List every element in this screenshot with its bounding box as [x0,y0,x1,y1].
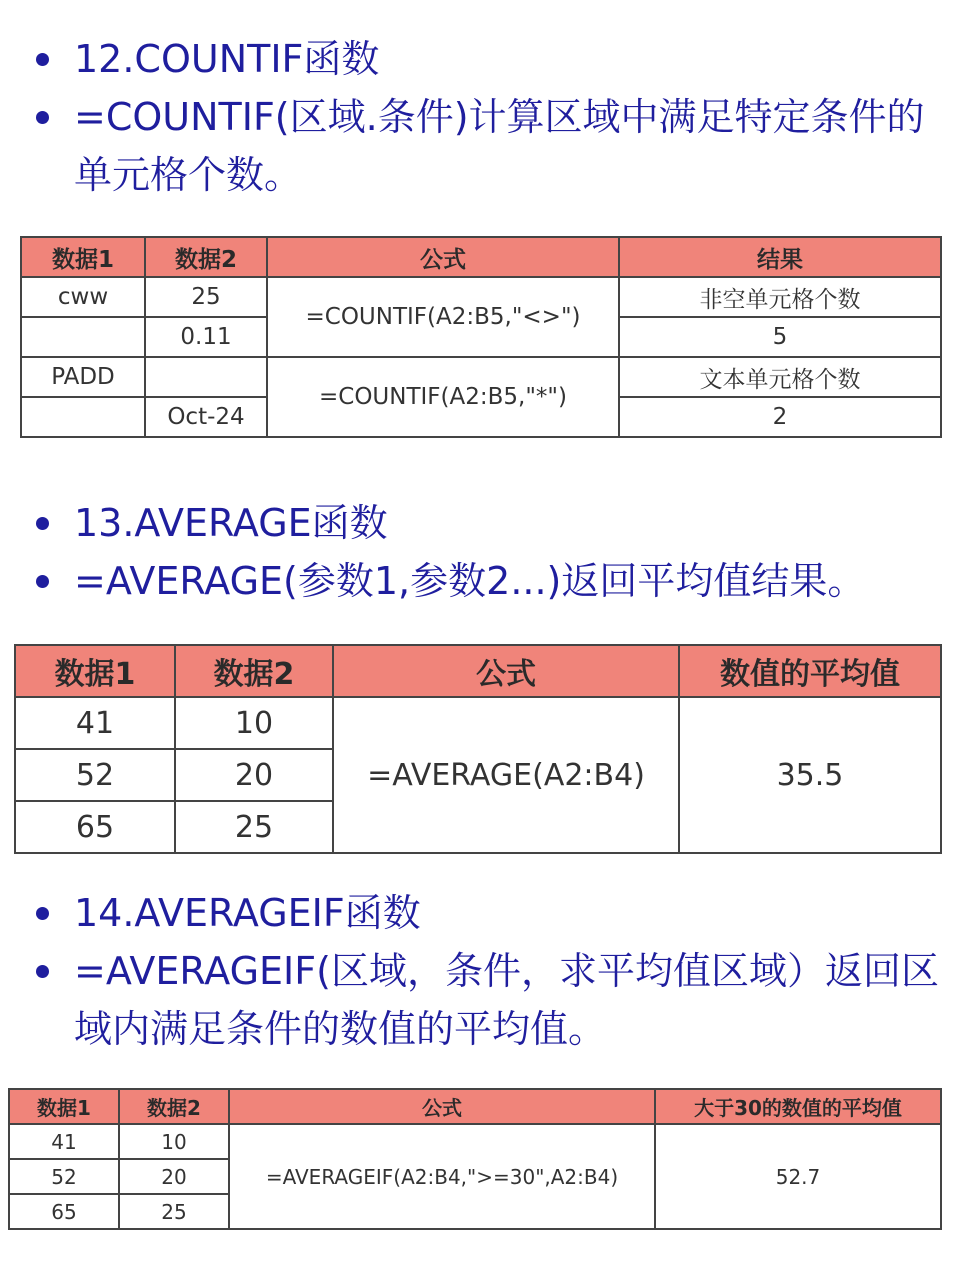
table-cell: 41 [9,1124,119,1159]
bullet-list [0,884,958,1058]
table-cell: 20 [175,749,333,801]
header-cell: 数值的平均值 [679,645,941,697]
table-row [9,1124,941,1159]
table-cell: 10 [119,1124,229,1159]
section-average [0,494,958,610]
bullet-dot-icon [36,907,49,920]
bullet-dot-icon [36,53,49,66]
table-header-row [9,1089,941,1124]
header-cell: 公式 [267,237,619,277]
bullet-dot-icon [36,517,49,530]
header-cell: 数据1 [21,237,145,277]
result-value-cell: 2 [619,397,941,437]
table-cell [145,357,267,397]
result-value-cell: 52.7 [655,1124,941,1229]
bullet-dot-icon [36,575,49,588]
table-cell: 10 [175,697,333,749]
table-cell: 65 [9,1194,119,1229]
bullet-description [0,552,958,610]
table-cell: 52 [9,1159,119,1194]
section-title: 13.AVERAGE函数 [74,501,388,545]
formula-cell: =COUNTIF(A2:B5,"*") [267,357,619,437]
averageif-table [8,1088,942,1230]
table-cell [21,397,145,437]
header-cell: 数据2 [119,1089,229,1124]
table-cell [21,317,145,357]
table-cell: 65 [15,801,175,853]
formula-cell: =AVERAGE(A2:B4) [333,697,679,853]
bullet-dot-icon [36,111,49,124]
table-cell: Oct-24 [145,397,267,437]
table-header-row [15,645,941,697]
countif-table [20,236,942,438]
formula-cell: =COUNTIF(A2:B5,"<>") [267,277,619,357]
header-cell: 数据1 [15,645,175,697]
section-description: =AVERAGEIF(区域，条件，求平均值区域）返回区域内满足条件的数值的平均值。 [74,949,939,1051]
bullet-description [0,88,958,204]
header-cell: 数据2 [175,645,333,697]
bullet-title [0,30,958,88]
header-cell: 公式 [229,1089,655,1124]
header-cell: 结果 [619,237,941,277]
table-cell: 20 [119,1159,229,1194]
bullet-title [0,494,958,552]
table-cell: 52 [15,749,175,801]
table-row [21,357,941,397]
table-cell: PADD [21,357,145,397]
section-countif [0,30,958,204]
header-cell: 数据2 [145,237,267,277]
table-cell: 25 [145,277,267,317]
bullet-dot-icon [36,965,49,978]
result-value-cell: 5 [619,317,941,357]
table-cell: cww [21,277,145,317]
table-cell: 25 [119,1194,229,1229]
table-row [15,697,941,749]
header-cell: 公式 [333,645,679,697]
formula-cell: =AVERAGEIF(A2:B4,">=30",A2:B4) [229,1124,655,1229]
result-label-cell: 非空单元格个数 [619,277,941,317]
bullet-list [0,30,958,204]
section-description: =COUNTIF(区域.条件)计算区域中满足特定条件的单元格个数。 [74,95,925,197]
result-label-cell: 文本单元格个数 [619,357,941,397]
result-value-cell: 35.5 [679,697,941,853]
section-averageif [0,884,958,1058]
section-title: 12.COUNTIF函数 [74,37,380,81]
bullet-description [0,942,958,1058]
table-cell: 25 [175,801,333,853]
header-cell: 数据1 [9,1089,119,1124]
table-cell: 41 [15,697,175,749]
bullet-title [0,884,958,942]
table-row [21,277,941,317]
header-cell: 大于30的数值的平均值 [655,1089,941,1124]
table-cell: 0.11 [145,317,267,357]
section-title: 14.AVERAGEIF函数 [74,891,421,935]
average-table [14,644,942,854]
bullet-list [0,494,958,610]
section-description: =AVERAGE(参数1,参数2...)返回平均值结果。 [74,559,866,603]
table-header-row [21,237,941,277]
